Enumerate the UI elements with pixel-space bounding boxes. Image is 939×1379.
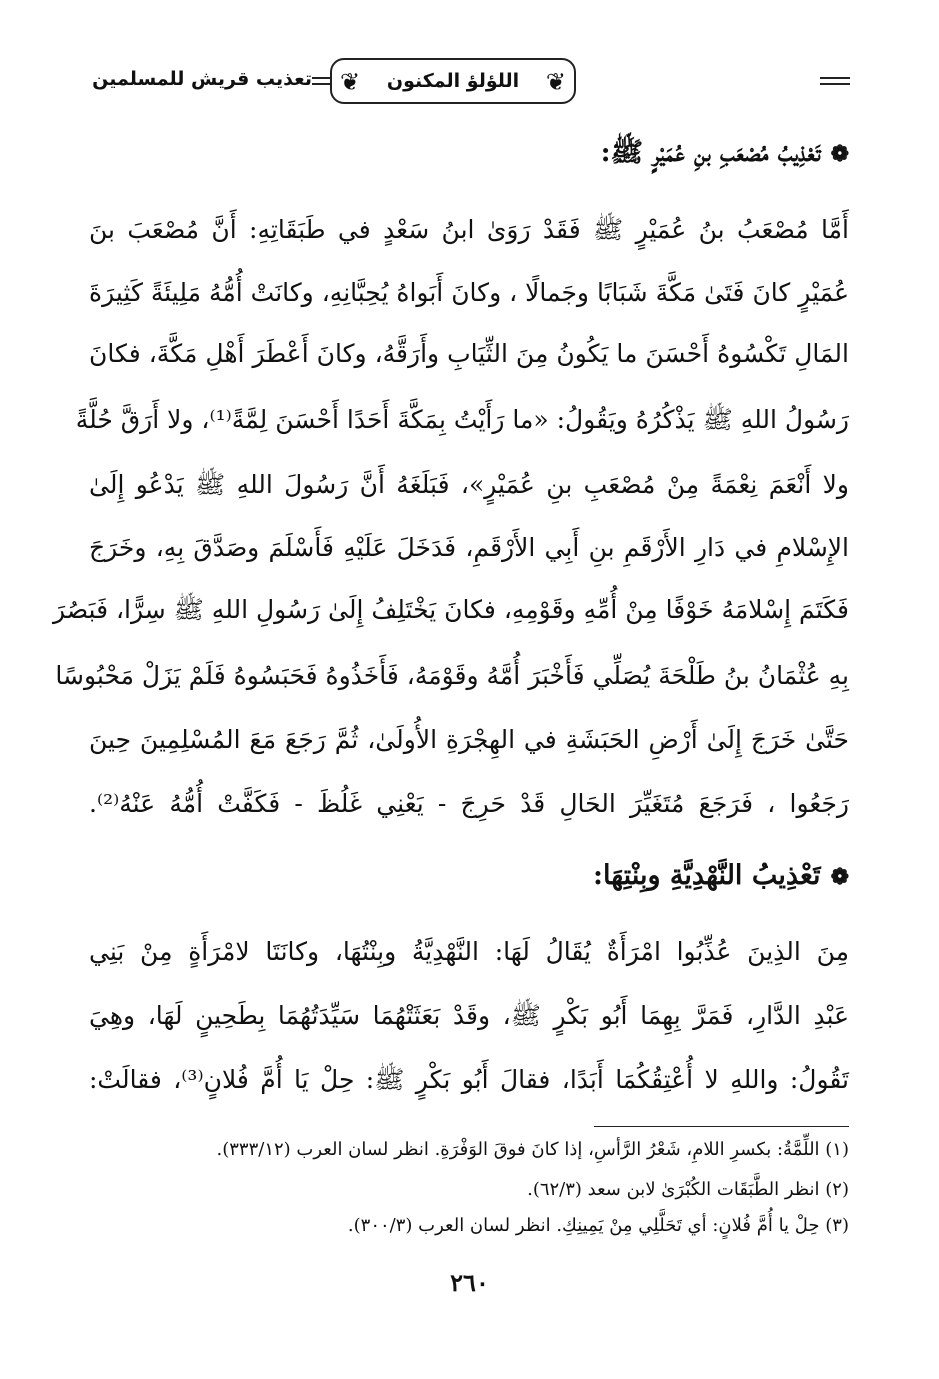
text-line: رَجَعُوا ، فَرَجَعَ مُتَغَيِّرَ الحَالِ قَدْ حَرِجَ - يَعْنِي غَلُظَ - فَكَفَّتْ أُمُّهُ عَنْهُ⁽²⁾.: [89, 789, 849, 818]
text-line: ولا أَنْعَمَ نِعْمَةً مِنْ مُصْعَبِ بنِ عُمَيْرٍ»، فَبَلَغَهُ أَنَّ رَسُولَ اللهِ ﷺ يَدْعُو إِلَىٰ: [89, 470, 849, 499]
ornament-icon: ❦: [340, 68, 361, 96]
header-rule-right: [820, 77, 850, 85]
footnote: (١) اللِّمَّةُ: بكسرِ اللامِ، شَعْرُ الرَّأسِ، إذا كانَ فوقَ الوَفْرَةِ. انظر لسان العرب (٣٣٣/١٢).: [216, 1139, 849, 1160]
chapter-title: تعذيب قريش للمسلمين: [92, 68, 312, 90]
footnote-separator: [594, 1126, 849, 1127]
running-header: [92, 58, 850, 108]
text-line: فَكَتَمَ إِسْلامَهُ خَوْفًا مِنْ أُمِّهِ وقَوْمِهِ، فكانَ يَخْتَلِفُ إِلَىٰ رَسُولِ اللهِ ﷺ سِرًّا، فَبَصُرَ: [53, 595, 849, 624]
ornament-icon: ❦: [545, 68, 566, 96]
text-line: تَقُولُ: واللهِ لا أُعْتِقُكُمَا أَبَدًا، فقالَ أَبُو بَكْرٍ ﷺ: حِلْ يَا أُمَّ فُلانٍ⁽³⁾، فقالَتْ:: [89, 1065, 849, 1094]
text-line: المَالِ تَكْسُوهُ أَحْسَنَ ما يَكُونُ مِنَ الثِّيَابِ وأَرَقَّهُ، وكانَ أَعْطَرَ أَهْلِ مَكَّةَ، فكانَ: [89, 339, 849, 368]
text-line: رَسُولُ اللهِ ﷺ يَذْكُرُهُ ويَقُولُ: «ما رَأَيْتُ بِمَكَّةَ أَحَدًا أَحْسَنَ لِمَّةً⁽¹⁾، ولا أَرَقَّ حُلَّةً: [75, 405, 849, 434]
page-number: ٢٦٠: [450, 1268, 489, 1297]
flower-bullet-icon: ❁: [830, 140, 849, 167]
text-line: عَبْدِ الدَّارِ، فَمَرَّ بِهِمَا أَبُو بَكْرٍ ﷺ، وقَدْ بَعَثَتْهُمَا سَيِّدَتُهُمَا بِطَحِينٍ لَهَا، وهِيَ: [89, 1001, 849, 1030]
text-line: أَمَّا مُصْعَبُ بنُ عُمَيْرٍ ﷺ فَقَدْ رَوَىٰ ابنُ سَعْدٍ في طَبَقَاتِهِ: أَنَّ مُصْعَبَ بنَ: [89, 215, 849, 244]
footnote: (٢) انظر الطَّبَقَات الكُبْرَىٰ لابن سعد (٦٢/٣).: [527, 1179, 849, 1200]
text-line: بِهِ عُثْمَانُ بنُ طَلْحَةَ يُصَلِّي فَأَخْبَرَ أُمَّهُ وقَوْمَهُ، فَأَخَذُوهُ فَحَبَسُوهُ فَلَمْ يَزَلْ مَحْبُوسًا: [55, 661, 849, 690]
book-title-frame: [330, 58, 576, 104]
book-title: اللؤلؤ المكنون: [386, 70, 520, 92]
section-heading: [89, 133, 849, 174]
text-line: الإِسْلامِ في دَارِ الأَرْقَمِ بنِ أَبِي الأَرْقَمِ، فَدَخَلَ عَلَيْهِ فَأَسْلَمَ وصَدَّقَ بِهِ، وخَرَجَ: [89, 533, 849, 562]
section-heading-text: تَعْذِيبُ النَّهْدِيَّةِ وبِنْتِهَا:: [593, 860, 821, 891]
flower-bullet-icon: ❁: [830, 863, 849, 890]
footnote: (٣) حِلْ يا أُمَّ فُلانٍ: أي تَحَلَّلِي مِنْ يَمِينِكِ. انظر لسان العرب (٣٠٠/٣).: [347, 1215, 849, 1236]
section-heading: [89, 856, 849, 897]
header-rule-left: [312, 77, 330, 85]
text-line: عُمَيْرٍ كانَ فَتَىٰ مَكَّةَ شَبَابًا وجَمالًا ، وكانَ أَبَواهُ يُحِبَّانِهِ، وكانَتْ أُمُّهُ مَلِيئَةً كَثِيرَةَ: [89, 278, 849, 307]
text-line: مِنَ الذِينَ عُذِّبُوا امْرَأَةٌ يُقَالُ لَهَا: النَّهْدِيَّةُ وبِنْتُهَا، وكانَتَا لامْرَأَةٍ مِنْ بَنِي: [89, 937, 849, 966]
text-line: حَتَّىٰ خَرَجَ إِلَىٰ أَرْضِ الحَبَشَةِ في الهِجْرَةِ الأُولَىٰ، ثُمَّ رَجَعَ مَعَ المُسْلِمِينَ حِينَ: [89, 725, 849, 754]
section-heading-text: تَعْذِيبُ مُصْعَبِ بنِ عُمَيْرٍ ﷺ:: [600, 137, 821, 168]
